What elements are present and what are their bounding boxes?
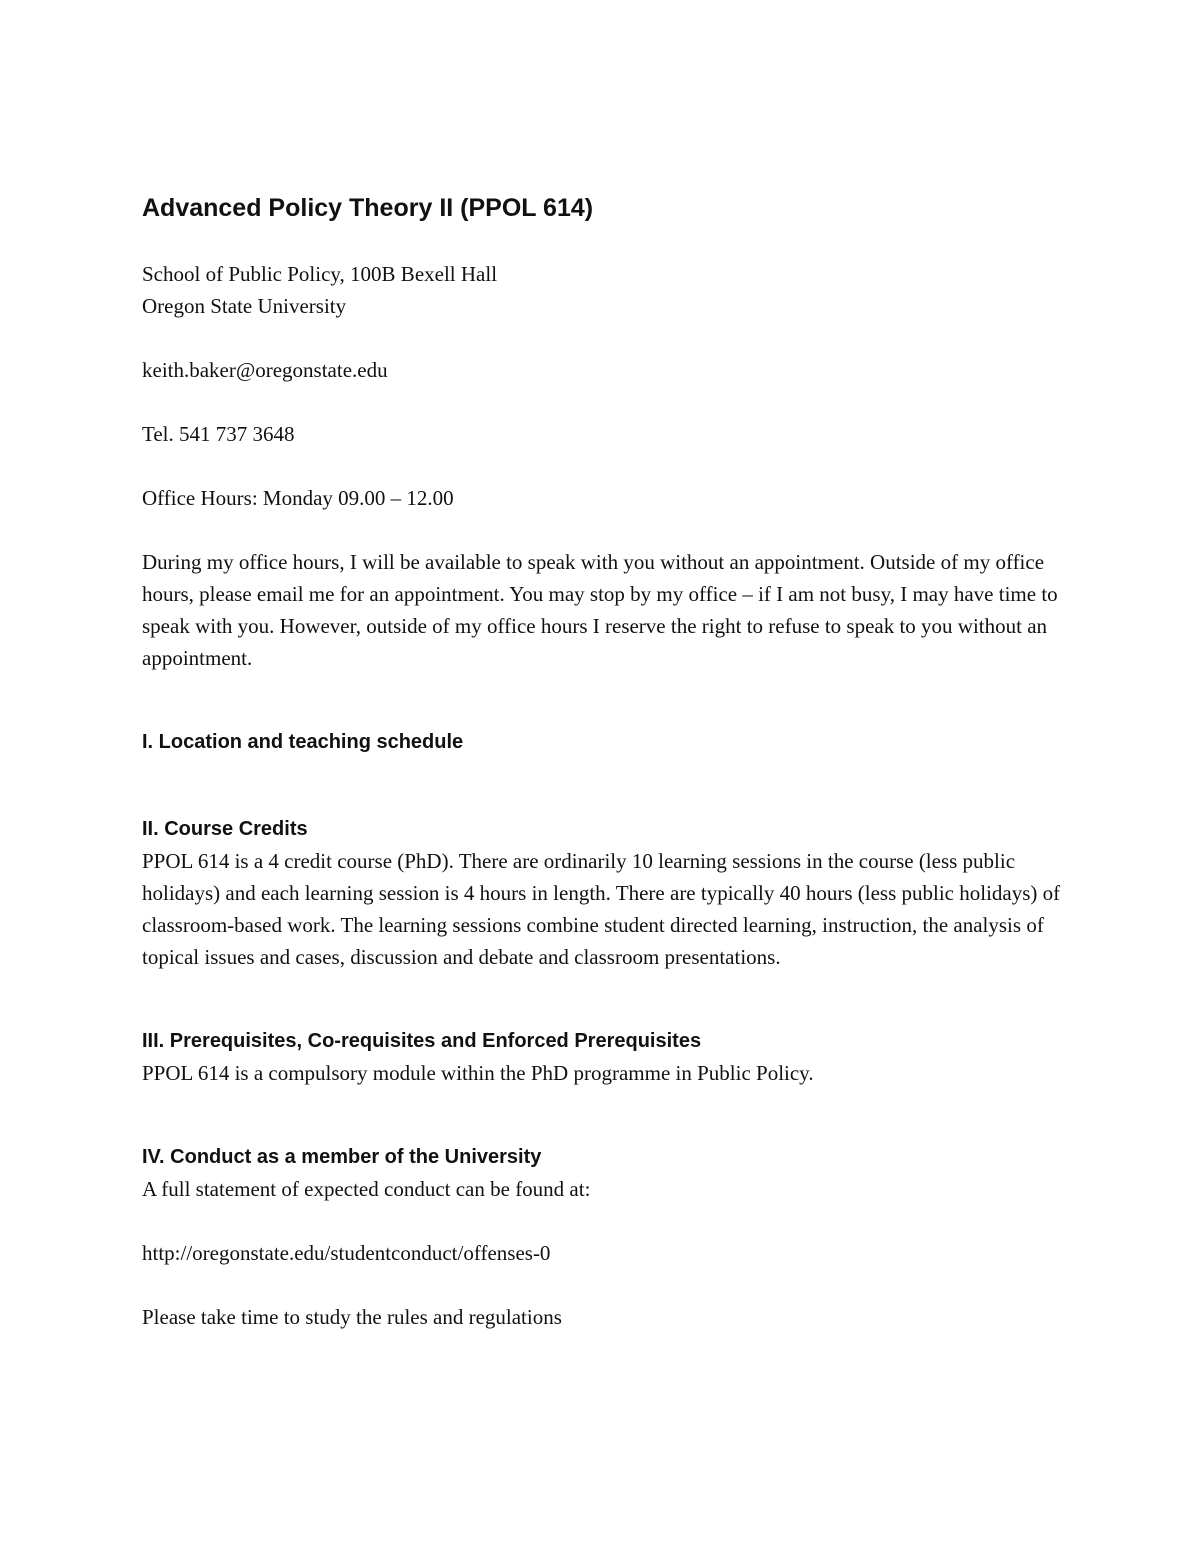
section-body-credits: PPOL 614 is a 4 credit course (PhD). There are ordinarily 10 learning sessions in the course (less public holidays) and each learning session is 4 hours in length. There are typically 40 hours (less public holidays) of classroom-based work. The learning sessions combine student directed learning, instruction, the analysis of topical issues and cases, discussion and debate and classroom presentations. — [142, 849, 1061, 969]
office-hours: Office Hours: Monday 09.00 – 12.00 — [142, 486, 454, 510]
conduct-link[interactable]: http://oregonstate.edu/studentconduct/offenses-0 — [142, 1241, 551, 1265]
section-heading-credits: II. Course Credits — [142, 818, 308, 840]
section-heading-prerequisites: III. Prerequisites, Co-requisites and Enforced Prerequisites — [142, 1030, 702, 1052]
address-line-1: School of Public Policy, 100B Bexell Hall — [142, 262, 498, 286]
phone-number: Tel. 541 737 3648 — [142, 422, 295, 446]
document-content — [142, 190, 1062, 1333]
section-body-conduct: A full statement of expected conduct can be found at: — [142, 1177, 591, 1201]
conduct-closing: Please take time to study the rules and regulations — [142, 1305, 562, 1329]
document-title: Advanced Policy Theory II (PPOL 614) — [142, 194, 594, 222]
section-body-prerequisites: PPOL 614 is a compulsory module within the PhD programme in Public Policy. — [142, 1061, 814, 1085]
section-heading-conduct: IV. Conduct as a member of the University — [142, 1146, 542, 1168]
email-address: keith.baker@oregonstate.edu — [142, 358, 388, 382]
office-hours-note: During my office hours, I will be available to speak with you without an appointment. Outside of my office hours, please email me for an appointment. You may stop by my office – if I am not busy, I may have time to speak with you. However, outside of my office hours I reserve the right to refuse to speak to you without an appointment. — [142, 550, 1058, 670]
address-line-2: Oregon State University — [142, 294, 347, 318]
section-heading-location: I. Location and teaching schedule — [142, 731, 464, 753]
